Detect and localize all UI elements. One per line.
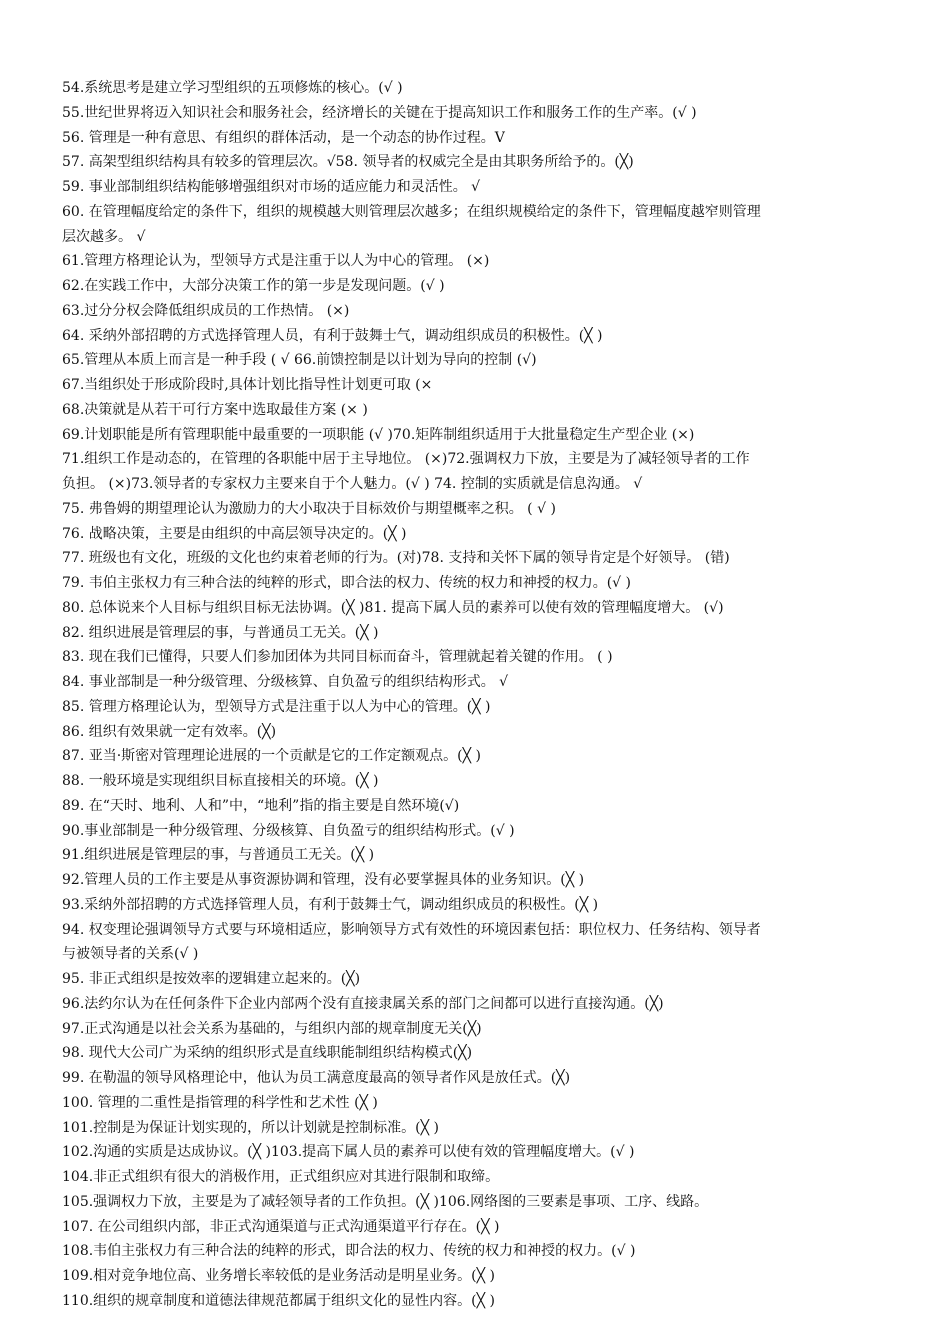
text-line: 60. 在管理幅度给定的条件下，组织的规模越大则管理层次越多；在组织规模给定的条件下，管理幅度越窄则管理 [62, 203, 761, 220]
document-page [62, 76, 922, 1314]
text-line: 75. 弗鲁姆的期望理论认为激励力的大小取决于目标效价与期望概率之积。 ( √ ) [62, 500, 556, 517]
text-line: 79. 韦伯主张权力有三种合法的纯粹的形式，即合法的权力、传统的权力和神授的权力。(√ ) [62, 575, 632, 591]
text-line: 55.世纪世界将迈入知识社会和服务社会，经济增长的关键在于提高知识工作和服务工作的生产率。(√ ) [62, 104, 697, 121]
text-line: 87. 亚当·斯密对管理理论进展的一个贡献是它的工作定额观点。(╳ ) [62, 748, 481, 765]
text-line: 83. 现在我们已懂得，只要人们参加团体为共同目标而奋斗，管理就起着关键的作用。 ( ) [62, 649, 613, 666]
text-line: 与被领导者的关系(√ ) [62, 946, 199, 963]
text-line: 104.非正式组织有很大的消极作用，正式组织应对其进行限制和取缔。 [62, 1169, 500, 1185]
text-line: 92.管理人员的工作主要是从事资源协调和管理，没有必要掌握具体的业务知识。(╳ ) [62, 872, 585, 888]
text-line: 109.相对竞争地位高、业务增长率较低的是业务活动是明星业务。(╳ ) [62, 1268, 495, 1284]
text-line: 59. 事业部制组织结构能够增强组织对市场的适应能力和灵活性。 √ [62, 179, 481, 195]
text-line: 94. 权变理论强调领导方式要与环境相适应，影响领导方式有效性的环境因素包括：职位权力、任务结构、领导者 [62, 921, 761, 938]
text-line: 105.强调权力下放，主要是为了减轻领导者的工作负担。(╳ )106.网络图的三要素是事项、工序、线路。 [62, 1193, 709, 1210]
text-line: 85. 管理方格理论认为，型领导方式是注重于以人为中心的管理。(╳ ) [62, 698, 491, 715]
text-line: 108.韦伯主张权力有三种合法的纯粹的形式，即合法的权力、传统的权力和神授的权力。(√ ) [62, 1243, 636, 1260]
text-line: 68.决策就是从若干可行方案中选取最佳方案 (× ) [62, 401, 368, 418]
text-line: 96.法约尔认为在任何条件下企业内部两个没有直接隶属关系的部门之间都可以进行直接沟通。(╳) [62, 995, 664, 1012]
text-line: 64. 采纳外部招聘的方式选择管理人员，有利于鼓舞士气，调动组织成员的积极性。(╳ ) [62, 327, 603, 344]
text-line: 107. 在公司组织内部，非正式沟通渠道与正式沟通渠道平行存在。(╳ ) [62, 1218, 500, 1235]
text-line: 76. 战略决策，主要是由组织的中高层领导决定的。(╳ ) [62, 525, 407, 542]
text-line: 89. 在“天时、地利、人和”中，“地利”指的指主要是自然环境(√) [62, 797, 460, 814]
text-line: 84. 事业部制是一种分级管理、分级核算、自负盈亏的组织结构形式。 √ [62, 674, 509, 690]
text-line: 110.组织的规章制度和道德法律规范都属于组织文化的显性内容。(╳ ) [62, 1292, 495, 1309]
text-line: 63.过分分权会降低组织成员的工作热情。 (×) [62, 302, 350, 319]
text-line: 77. 班级也有文化，班级的文化也约束着老师的行为。(对)78. 支持和关怀下属的领导肯定是个好领导。 (错) [62, 550, 730, 567]
text-line: 95. 非正式组织是按效率的逻辑建立起来的。(╳) [62, 971, 361, 987]
text-line: 91.组织进展是管理层的事，与普通员工无关。(╳ ) [62, 847, 375, 864]
text-line: 54.系统思考是建立学习型组织的五项修炼的核心。(√ ) [62, 80, 403, 96]
text-line: 90.事业部制是一种分级管理、分级核算、自负盈亏的组织结构形式。(√ ) [62, 822, 515, 839]
text-line: 97.正式沟通是以社会关系为基础的，与组织内部的规章制度无关(╳) [62, 1020, 482, 1037]
text-line: 88. 一般环境是实现组织目标直接相关的环境。(╳ ) [62, 773, 379, 789]
text-line: 65.管理从本质上而言是一种手段 ( √ 66.前馈控制是以计划为导向的控制 (√) [62, 352, 537, 369]
text-line: 56. 管理是一种有意思、有组织的群体活动，是一个动态的协作过程。V [62, 129, 505, 146]
text-line: 102.沟通的实质是达成协议。(╳ )103.提高下属人员的素养可以使有效的管理幅度增大。(√ ) [62, 1144, 635, 1161]
text-line: 67.当组织处于形成阶段时,具体计划比指导性计划更可取 (× [62, 377, 433, 393]
text-line: 57. 高架型组织结构具有较多的管理层次。√58. 领导者的权威完全是由其职务所给予的。(╳) [62, 154, 634, 171]
text-line: 负担。 (×)73.领导者的专家权力主要来自于个人魅力。(√ ) 74. 控制的实质就是信息沟通。 √ [62, 476, 643, 492]
text-line: 82. 组织进展是管理层的事，与普通员工无关。(╳ ) [62, 624, 379, 641]
text-line: 62.在实践工作中，大部分决策工作的第一步是发现问题。(√ ) [62, 278, 445, 294]
text-line: 71.组织工作是动态的，在管理的各职能中居于主导地位。 (×)72.强调权力下放，主要是为了减轻领导者的工作 [62, 451, 750, 468]
text-line: 93.采纳外部招聘的方式选择管理人员，有利于鼓舞士气，调动组织成员的积极性。(╳ ) [62, 896, 599, 913]
text-line: 98. 现代大公司广为采纳的组织形式是直线职能制组织结构模式(╳) [62, 1045, 473, 1062]
text-line: 69.计划职能是所有管理职能中最重要的一项职能 (√ )70.矩阵制组织适用于大批量稳定生产型企业 (×) [62, 426, 695, 443]
text-line: 61.管理方格理论认为，型领导方式是注重于以人为中心的管理。 (×) [62, 253, 490, 270]
text-line: 100. 管理的二重性是指管理的科学性和艺术性 (╳ ) [62, 1094, 378, 1111]
text-line: 层次越多。 √ [62, 228, 146, 245]
text-line: 86. 组织有效果就一定有效率。(╳) [62, 723, 277, 740]
text-line: 101.控制是为保证计划实现的，所以计划就是控制标准。(╳ ) [62, 1119, 439, 1136]
text-line: 99. 在勒温的领导风格理论中，他认为员工满意度最高的领导者作风是放任式。(╳) [62, 1070, 571, 1086]
text-line: 80. 总体说来个人目标与组织目标无法协调。(╳ )81. 提高下属人员的素养可以使有效的管理幅度增大。 (√) [62, 599, 724, 616]
